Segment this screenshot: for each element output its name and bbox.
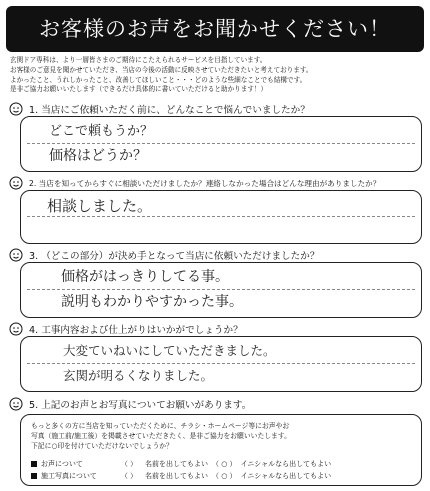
option-label: 名前を出してもよい xyxy=(145,460,208,468)
handwritten-answer: どこで頼もうか？ xyxy=(49,124,154,139)
page-title: お客様のお声をお聞かせください！ xyxy=(39,17,391,41)
consent-text xyxy=(31,421,416,451)
question-5 xyxy=(8,397,251,411)
option-mark[interactable]: （ ） xyxy=(120,460,138,468)
answer-box-3 xyxy=(20,262,422,318)
question-label: 1. 当店にご依頼いただく前に、どんなことで悩んでいましたか？ xyxy=(29,105,310,116)
question-label: 3. （どこの部分）が決め手となって当店に依頼いただけましたか？ xyxy=(29,251,320,262)
handwritten-answer: 価格がはっきりしてる事。 xyxy=(61,269,229,285)
handwritten-answer: 説明もわかりやすかった事。 xyxy=(61,294,243,310)
question-4 xyxy=(8,322,243,336)
option-label: イニシャルなら出してもよい xyxy=(240,472,332,480)
answer-box-4 xyxy=(20,336,422,392)
question-3 xyxy=(8,248,319,262)
consent-row-voice xyxy=(31,459,331,469)
option-mark[interactable]: （ ○ ） xyxy=(212,472,237,480)
bullet-icon xyxy=(31,461,37,467)
intro-line: 玄関ドア専科は、より一層皆さまのご期待にこたえられるサービスを目指しています。 xyxy=(10,56,267,64)
face-icon xyxy=(8,397,24,411)
option-label: 名前を出してもよい xyxy=(145,472,208,480)
row-label: 施工写真について xyxy=(41,472,97,480)
question-label: 4. 工事内容および仕上がりはいかがでしょうか？ xyxy=(29,325,243,336)
face-icon xyxy=(8,176,24,190)
consent-line: 写真（施工前/施工後）を掲載させていただきたく、是非ご協力をお願いいたします。 xyxy=(31,432,291,440)
consent-line: 下記に○印を付けていただけないでしょうか？ xyxy=(31,442,173,450)
handwritten-answer: 価格はどうか？ xyxy=(49,148,147,164)
bullet-icon xyxy=(31,473,37,479)
intro-line: よかったこと、うれしかったこと、改善してほしいこと・・・どのような些細なことでも結構です。 xyxy=(10,75,307,84)
handwritten-answer: 大変ていねいにしていただきました。 xyxy=(63,343,276,358)
question-1 xyxy=(8,102,310,116)
consent-box xyxy=(20,414,422,486)
intro-line: 是非ご協力お願いいたします（できるだけ具体的に書いていただけると助かります！） xyxy=(10,85,268,94)
face-icon xyxy=(8,102,24,116)
option-mark[interactable]: （ ○ ） xyxy=(212,460,237,468)
row-label: お声について xyxy=(41,460,83,468)
answer-box-2 xyxy=(20,190,422,244)
question-label: 2. 当店を知ってからすぐに相談いただけましたか？連絡しなかった場合はどんな理由がありましたか？ xyxy=(29,178,381,188)
option-label: イニシャルなら出してもよい xyxy=(240,460,332,468)
option-mark[interactable]: （ ） xyxy=(120,472,138,480)
consent-row-photo xyxy=(31,471,331,481)
question-label: 5. 上記のお声とお写真についてお願いがあります。 xyxy=(29,400,252,411)
handwritten-answer: 相談しました。 xyxy=(47,197,153,215)
handwritten-answer: 玄関が明るくなりました。 xyxy=(63,368,214,383)
intro-line: お客様のご意見を聞かせていただき、当店の今後の活動に反映させていただきたいと考えております。 xyxy=(10,65,313,74)
title-banner xyxy=(6,6,424,52)
face-icon xyxy=(8,248,24,262)
consent-line: もっと多くの方に当店を知っていただくために、チラシ・ホームページ等にお声やお xyxy=(31,422,290,430)
intro-text xyxy=(10,56,424,95)
face-icon xyxy=(8,322,24,336)
answer-box-1 xyxy=(20,116,422,172)
question-2 xyxy=(8,176,380,190)
